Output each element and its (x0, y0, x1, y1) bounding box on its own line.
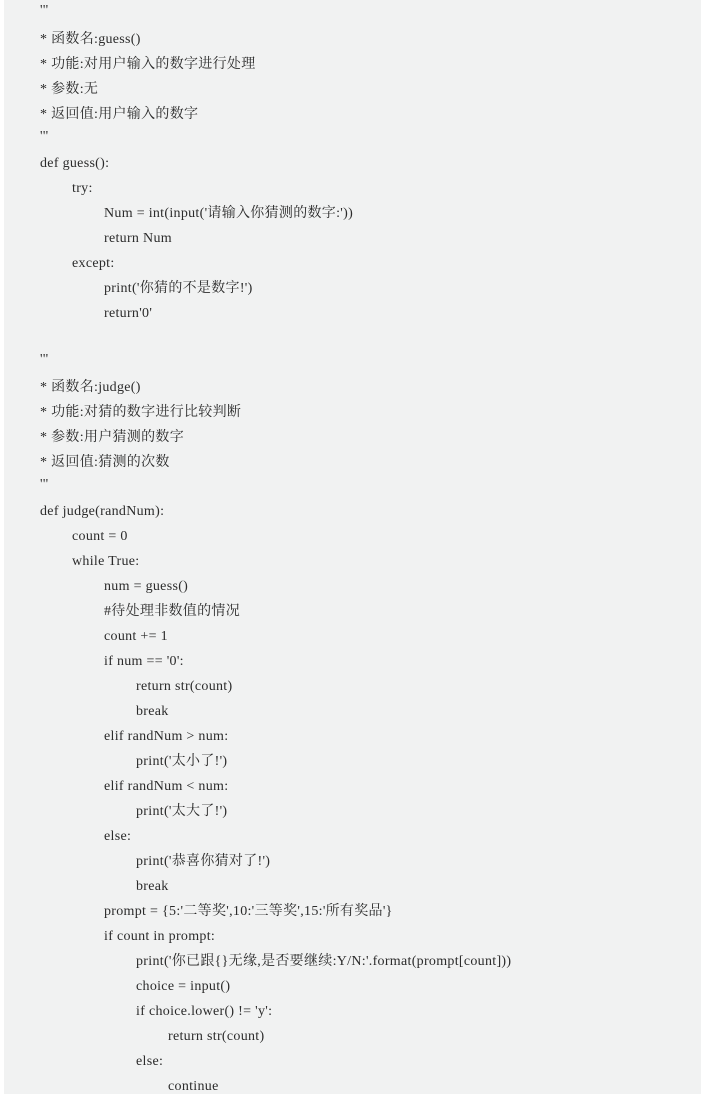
code-line: print('你已跟{}无缘,是否要继续:Y/N:'.format(prompt[count])) (136, 954, 512, 969)
code-line: ''' (40, 129, 49, 144)
code-line: count += 1 (104, 629, 168, 644)
code-listing-panel (4, 0, 701, 1094)
code-line: ''' (40, 477, 49, 492)
code-line: * 功能:对用户输入的数字进行处理 (40, 57, 256, 72)
code-line: else: (104, 829, 132, 844)
code-line: break (136, 704, 169, 719)
code-line: while True: (72, 554, 140, 569)
code-line: print('太大了!') (136, 804, 228, 819)
code-line: if num == '0': (104, 654, 184, 669)
code-line: if count in prompt: (104, 929, 216, 944)
code-line: return str(count) (136, 679, 233, 694)
code-line: continue (168, 1079, 219, 1094)
code-line: elif randNum > num: (104, 729, 229, 744)
code-line: return str(count) (168, 1029, 265, 1044)
code-line: print('你猜的不是数字!') (104, 281, 253, 296)
code-line: * 功能:对猜的数字进行比较判断 (40, 405, 242, 420)
code-line: prompt = {5:'二等奖',10:'三等奖',15:'所有奖品'} (104, 904, 393, 919)
code-line: * 参数:用户猜测的数字 (40, 430, 184, 445)
code-line: break (136, 879, 169, 894)
code-line: * 函数名:guess() (40, 32, 141, 47)
code-line: ''' (40, 352, 49, 367)
code-line: Num = int(input('请输入你猜测的数字:')) (104, 206, 354, 221)
code-line: num = guess() (104, 579, 189, 594)
code-line: * 返回值:用户输入的数字 (40, 107, 199, 122)
code-line: * 返回值:猜测的次数 (40, 455, 170, 470)
code-line: try: (72, 181, 93, 196)
code-line: elif randNum < num: (104, 779, 229, 794)
code-line: return Num (104, 231, 172, 246)
code-line: print('恭喜你猜对了!') (136, 854, 271, 869)
code-line: except: (72, 256, 115, 271)
code-line: choice = input() (136, 979, 231, 994)
code-line: if choice.lower() != 'y': (136, 1004, 273, 1019)
code-line: #待处理非数值的情况 (104, 604, 240, 619)
code-line: def judge(randNum): (40, 504, 165, 519)
code-line: def guess(): (40, 156, 110, 171)
code-line: return'0' (104, 306, 153, 321)
code-line: print('太小了!') (136, 754, 228, 769)
code-line: count = 0 (72, 529, 128, 544)
code-line: ''' (40, 3, 49, 18)
code-line: * 参数:无 (40, 82, 99, 97)
code-line: * 函数名:judge() (40, 380, 141, 395)
code-line: else: (136, 1054, 164, 1069)
